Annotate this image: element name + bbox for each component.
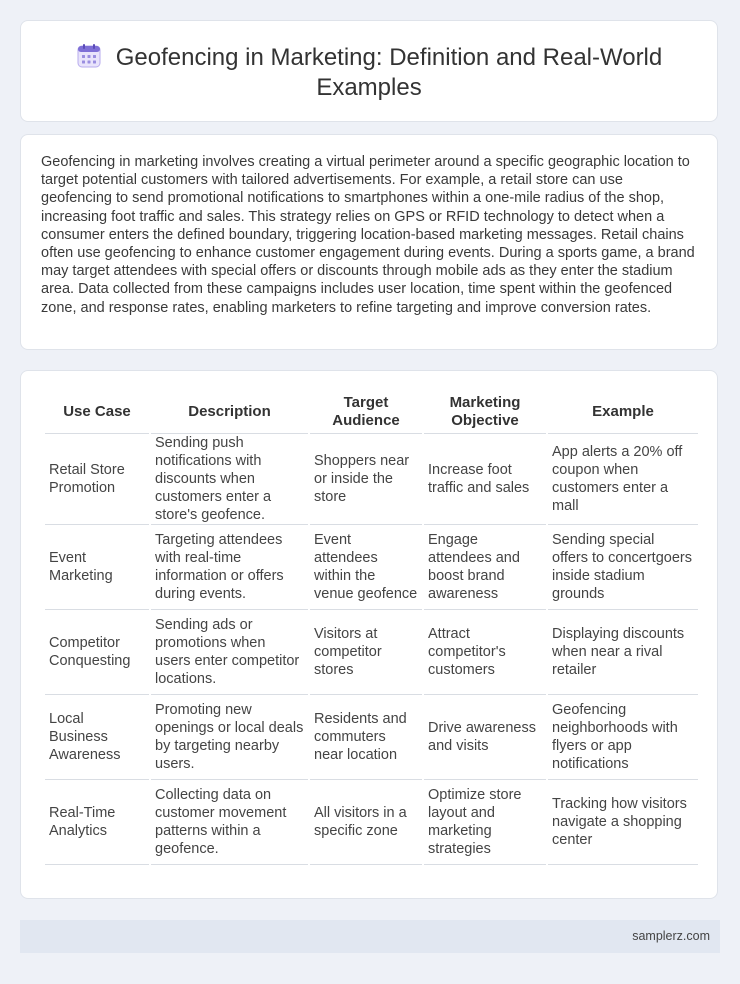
cell-use-case: Real-Time Analytics [45, 780, 149, 865]
cell-example: Sending special offers to concertgoers inside stadium grounds [548, 525, 698, 610]
calendar-icon [76, 43, 102, 69]
header-use-case: Use Case [45, 391, 149, 434]
cell-description: Collecting data on customer movement patterns within a geofence. [151, 780, 308, 865]
table-row [45, 695, 698, 780]
cell-example: App alerts a 20% off coupon when customers enter a mall [548, 434, 698, 525]
cell-description: Sending ads or promotions when users enter competitor locations. [151, 610, 308, 695]
cell-target-audience: Visitors at competitor stores [310, 610, 422, 695]
cell-use-case: Event Marketing [45, 525, 149, 610]
page-title: Geofencing in Marketing: Definition and Real-World Examples [115, 44, 663, 101]
cell-marketing-objective: Increase foot traffic and sales [424, 434, 546, 525]
intro-paragraph: Geofencing in marketing involves creating a virtual perimeter around a specific geographic location to target potential customers with tailored advertisements. For example, a retail store can use geofencing to send promotional notifications to smartphones within a one-mile radius of the shop, increasing foot traffic and sales. This strategy relies on GPS or RFID technology to detect when a consumer enters the defined boundary, triggering location-based marketing messages. Retail chains often use geofencing to enhance customer engagement during events. During a sports game, a brand may target attendees with special offers or discounts through mobile ads as they enter the stadium area. Data collected from these campaigns includes user location, time spent within the geofenced zone, and response rates, enabling marketers to refine targeting and improve conversion rates. [41, 154, 695, 316]
cell-target-audience: Shoppers near or inside the store [310, 434, 422, 525]
table-row [45, 780, 698, 865]
table-row [45, 610, 698, 695]
header-description: Description [151, 391, 308, 434]
cell-example: Displaying discounts when near a rival retailer [548, 610, 698, 695]
cell-marketing-objective: Engage attendees and boost brand awareness [424, 525, 546, 610]
cell-example: Tracking how visitors navigate a shopping center [548, 780, 698, 865]
use-case-table [43, 391, 700, 865]
cell-target-audience: Residents and commuters near location [310, 695, 422, 780]
cell-target-audience: Event attendees within the venue geofence [310, 525, 422, 610]
page-title-wrap [41, 43, 697, 103]
table-header-row [45, 391, 698, 434]
header-marketing-objective: Marketing Objective [424, 391, 546, 434]
cell-marketing-objective: Drive awareness and visits [424, 695, 546, 780]
cell-marketing-objective: Optimize store layout and marketing strategies [424, 780, 546, 865]
cell-use-case: Local Business Awareness [45, 695, 149, 780]
cell-use-case: Retail Store Promotion [45, 434, 149, 525]
footer-site-link[interactable]: samplerz.com [632, 929, 710, 943]
header-example: Example [548, 391, 698, 434]
table-row [45, 525, 698, 610]
cell-target-audience: All visitors in a specific zone [310, 780, 422, 865]
intro-card [20, 134, 718, 350]
header-target-audience: Target Audience [310, 391, 422, 434]
table-card [20, 370, 718, 899]
title-card [20, 20, 718, 122]
cell-example: Geofencing neighborhoods with flyers or app notifications [548, 695, 698, 780]
cell-description: Sending push notifications with discounts when customers enter a store's geofence. [151, 434, 308, 525]
cell-description: Targeting attendees with real-time information or offers during events. [151, 525, 308, 610]
cell-description: Promoting new openings or local deals by targeting nearby users. [151, 695, 308, 780]
table-row [45, 434, 698, 525]
footer-bar [20, 920, 720, 953]
cell-marketing-objective: Attract competitor's customers [424, 610, 546, 695]
cell-use-case: Competitor Conquesting [45, 610, 149, 695]
